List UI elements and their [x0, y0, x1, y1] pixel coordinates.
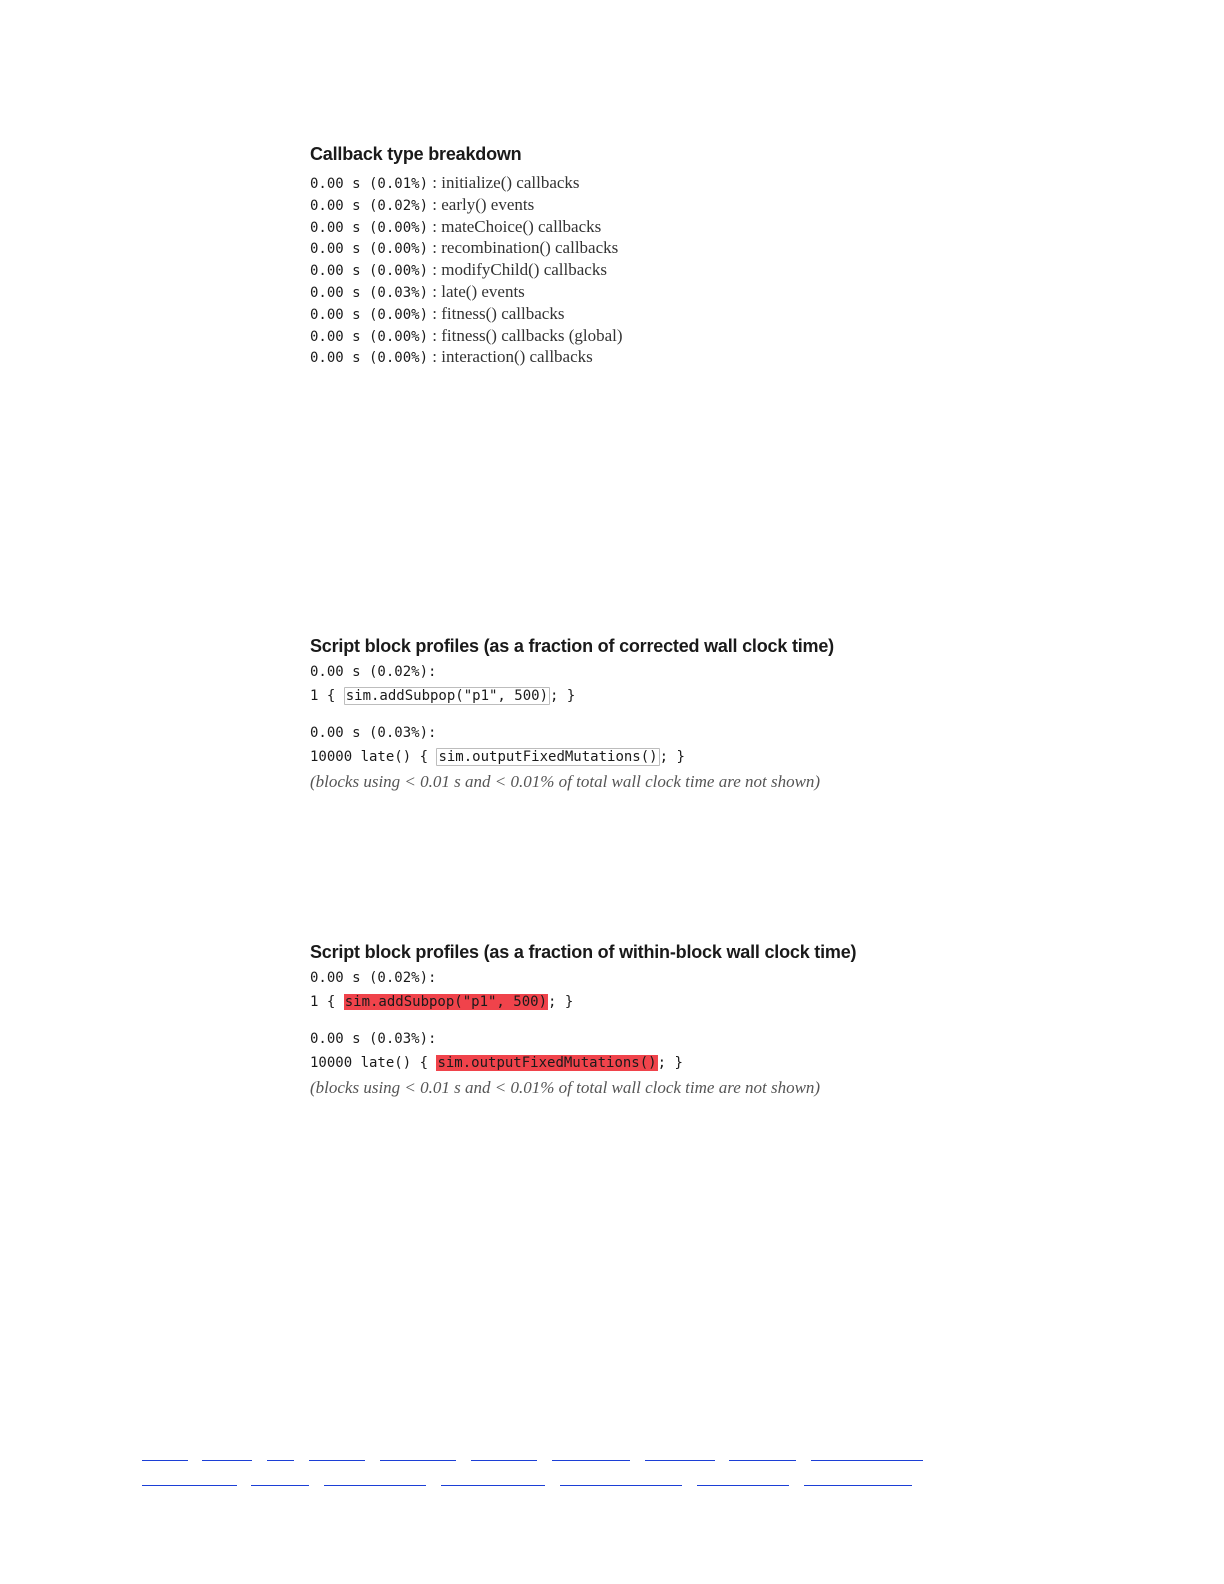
callback-separator: :: [428, 238, 442, 258]
callback-time: 0.00 s (0.00%): [310, 219, 429, 236]
block-code-line: [310, 1051, 856, 1075]
block-time: 0.00 s (0.02%):: [310, 970, 437, 986]
within-block-profiles-heading: Script block profiles (as a fraction of within-block wall clock time): [310, 942, 857, 962]
callback-label: late() events: [441, 281, 525, 301]
footer-link[interactable]: [251, 1485, 309, 1486]
footer-link[interactable]: [552, 1460, 630, 1461]
footer-link[interactable]: [309, 1460, 365, 1461]
block-code-boxed: sim.outputFixedMutations(): [438, 749, 658, 765]
block-code-boxed: sim.addSubpop("p1", 500): [345, 688, 549, 704]
footer-link[interactable]: [142, 1460, 188, 1461]
footer-link[interactable]: [811, 1460, 923, 1461]
callback-label: early() events: [441, 194, 535, 214]
callback-row: [310, 237, 623, 259]
block-suffix: ; }: [659, 749, 685, 765]
block-suffix: ; }: [550, 688, 576, 704]
callback-time: 0.00 s (0.02%): [310, 197, 429, 214]
callback-time: 0.00 s (0.00%): [310, 350, 429, 367]
callback-time: 0.00 s (0.03%): [310, 284, 429, 301]
corrected-profiles-section: [310, 634, 834, 795]
callback-breakdown-section: [310, 142, 623, 368]
callback-separator: :: [428, 281, 442, 301]
callback-row: [310, 303, 623, 325]
callback-label: initialize() callbacks: [441, 173, 580, 192]
profiles-footnote: (blocks using < 0.01 s and < 0.01% of total wall clock time are not shown): [310, 772, 821, 791]
callback-separator: :: [428, 194, 442, 214]
callback-row: [310, 259, 623, 281]
callback-row: [310, 325, 623, 347]
callback-separator: :: [428, 347, 442, 367]
corrected-profiles-heading: Script block profiles (as a fraction of corrected wall clock time): [310, 636, 834, 656]
block-code-highlighted: sim.addSubpop("p1", 500): [344, 994, 548, 1010]
block-prefix: 1 {: [310, 994, 344, 1010]
block-suffix: ; }: [548, 994, 574, 1010]
callback-separator: :: [428, 216, 442, 236]
callback-label: recombination() callbacks: [441, 238, 619, 258]
callback-time: 0.00 s (0.00%): [310, 263, 429, 280]
footer-link[interactable]: [804, 1485, 912, 1486]
block-prefix: 10000 late() {: [310, 749, 437, 765]
block-time: 0.00 s (0.02%):: [310, 664, 437, 680]
callback-time: 0.00 s (0.00%): [310, 328, 429, 345]
callback-row: [310, 172, 623, 194]
profiles-footnote: (blocks using < 0.01 s and < 0.01% of total wall clock time are not shown): [310, 1078, 821, 1097]
footer-link[interactable]: [729, 1460, 796, 1461]
callback-label: interaction() callbacks: [441, 347, 593, 367]
callback-separator: :: [428, 173, 442, 192]
footer-link[interactable]: [380, 1460, 456, 1461]
block-time: 0.00 s (0.03%):: [310, 725, 437, 741]
block-suffix: ; }: [657, 1055, 683, 1071]
footer-link[interactable]: [142, 1485, 237, 1486]
footer-link[interactable]: [324, 1485, 426, 1486]
block-prefix: 10000 late() {: [310, 1055, 437, 1071]
callback-row: [310, 281, 623, 303]
callback-label: fitness() callbacks: [441, 303, 565, 323]
footer-link[interactable]: [471, 1460, 537, 1461]
callback-row: [310, 194, 623, 216]
callback-separator: :: [428, 325, 442, 345]
block-prefix: 1 {: [310, 688, 344, 704]
footer-link[interactable]: [441, 1485, 545, 1486]
block-code-line: [310, 990, 856, 1014]
callback-breakdown-heading: Callback type breakdown: [310, 144, 522, 164]
block-code-line: [310, 684, 834, 708]
callback-separator: :: [428, 260, 442, 280]
footer-link[interactable]: [645, 1460, 715, 1461]
callback-time: 0.00 s (0.01%): [310, 176, 429, 192]
callback-breakdown-list: [310, 172, 623, 368]
callback-label: fitness() callbacks (global): [441, 325, 623, 345]
callback-label: mateChoice() callbacks: [441, 216, 602, 236]
callback-time: 0.00 s (0.00%): [310, 241, 429, 258]
footer-link[interactable]: [560, 1485, 682, 1486]
footer-link[interactable]: [202, 1460, 252, 1461]
block-code-line: [310, 745, 834, 769]
footer-link[interactable]: [267, 1460, 294, 1461]
callback-label: modifyChild() callbacks: [441, 260, 607, 280]
within-block-profiles-section: [310, 940, 856, 1101]
callback-row: [310, 216, 623, 238]
footer-link[interactable]: [697, 1485, 789, 1486]
block-time: 0.00 s (0.03%):: [310, 1031, 437, 1047]
callback-separator: :: [428, 303, 442, 323]
callback-row: [310, 346, 623, 368]
callback-time: 0.00 s (0.00%): [310, 306, 429, 323]
block-code-highlighted: sim.outputFixedMutations(): [437, 1055, 657, 1071]
